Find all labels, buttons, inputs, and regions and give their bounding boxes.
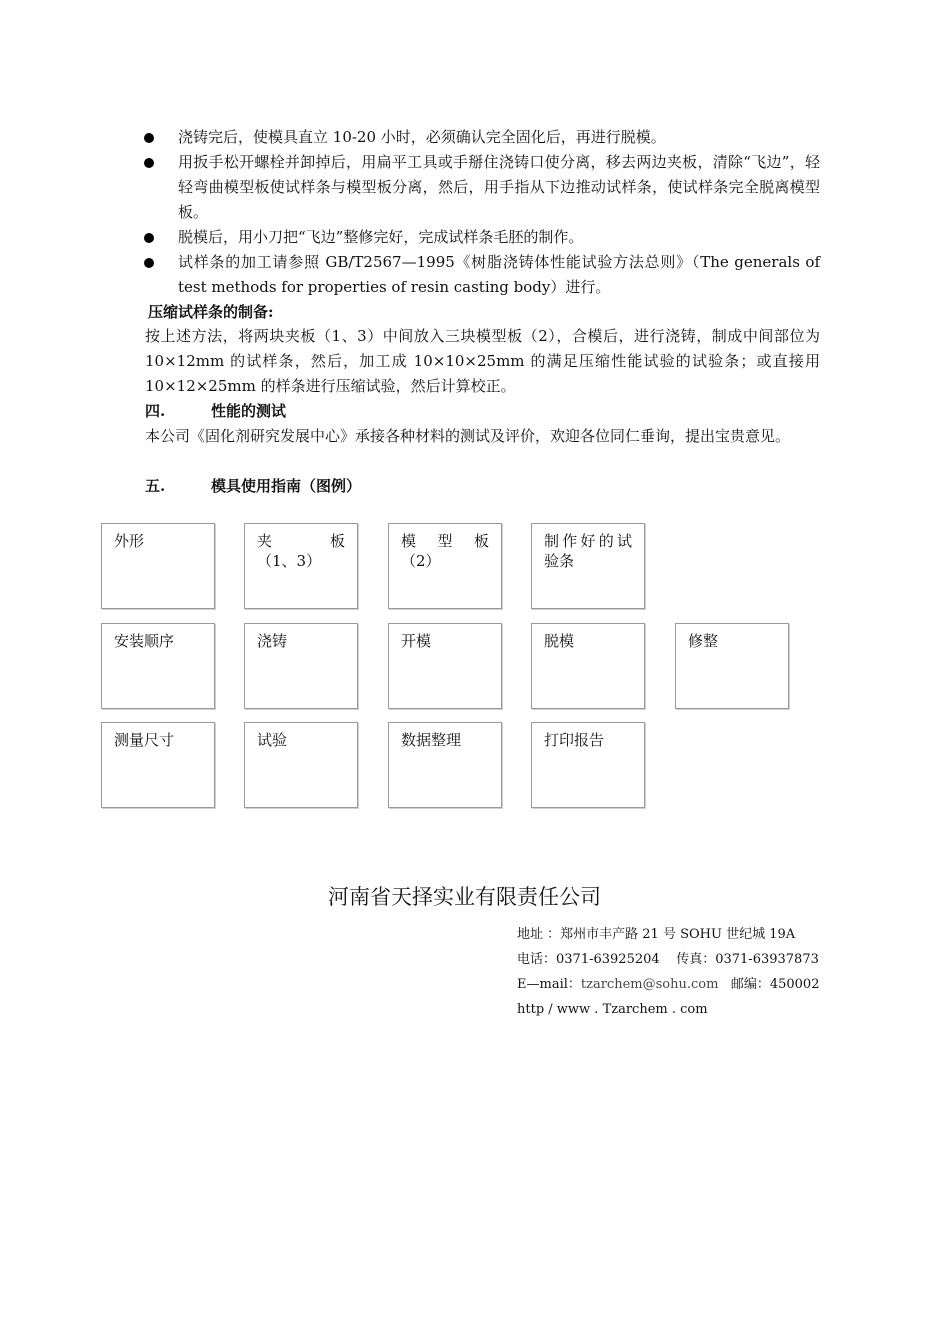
- bullet-icon: [144, 258, 154, 268]
- compression-text: 按上述方法，将两块夹板（1、3）中间放入三块模型板（2），合模后，进行浇铸，制成中间部位为 10×12mm 的试样条，然后，加工成 10×10×25mm 的满足压缩性能试验的试验条；或直接用 10×12×25mm 的样条进行压缩试验，然后计算校正。: [145, 327, 820, 395]
- contact-block: [517, 922, 819, 1022]
- guide-box-open-mold: 开模: [388, 623, 502, 709]
- list-item: [140, 250, 820, 300]
- list-item: [140, 125, 820, 150]
- website-link[interactable]: http / www . Tzarchem . com: [517, 1002, 708, 1017]
- box-label: 模型板: [401, 532, 489, 550]
- postcode-label: 邮编：: [730, 977, 770, 992]
- guide-box-demold: 脱模: [531, 623, 645, 709]
- section-4-heading: [145, 399, 286, 424]
- address-value: 郑州市丰产路 21 号 SOHU 世纪城 19A: [560, 927, 796, 942]
- list-item-text: 浇铸完后，使模具直立 10-20 小时，必须确认完全固化后，再进行脱模。: [178, 128, 666, 146]
- box-label-sub: （2）: [401, 552, 441, 570]
- section-title: 性能的测试: [211, 402, 287, 420]
- bullet-icon: [144, 158, 154, 168]
- section-5-heading: [145, 474, 361, 499]
- guide-box-clamp-plate: [244, 523, 358, 609]
- guide-box-measure: 测量尺寸: [101, 722, 215, 808]
- address-line: [517, 922, 819, 947]
- box-label: 夹板: [257, 532, 345, 550]
- bullet-icon: [144, 233, 154, 243]
- guide-box-trim: 修整: [675, 623, 789, 709]
- phone-fax-line: [517, 947, 819, 972]
- guide-box-test: 试验: [244, 722, 358, 808]
- compression-heading: 压缩试样条的制备:: [148, 303, 274, 321]
- email-link[interactable]: tzarchem@sohu.com: [580, 977, 719, 992]
- phone-value: 0371-63925204: [556, 952, 660, 967]
- list-item: [140, 150, 820, 225]
- email-label: E—mail：: [517, 977, 581, 992]
- fax-label: 传真：: [676, 952, 716, 967]
- list-item-text: 脱模后，用小刀把“飞边”整修完好，完成试样条毛胚的制作。: [178, 228, 584, 246]
- guide-box-data: 数据整理: [388, 722, 502, 808]
- address-label: 地址 ：: [517, 927, 561, 942]
- guide-box-report: 打印报告: [531, 722, 645, 808]
- guide-box-install-order: 安装顺序: [101, 623, 215, 709]
- section-number: 五.: [145, 477, 166, 495]
- phone-label: 电话：: [517, 952, 557, 967]
- guide-box-shape: 外形: [101, 523, 215, 609]
- fax-value: 0371-63937873: [715, 952, 819, 967]
- list-item-text: 用扳手松开螺栓并卸掉后，用扁平工具或手掰住浇铸口使分离，移去两边夹板，清除“飞边”，轻轻弯曲模型板使试样条与模型板分离，然后，用手指从下边推动试样条，使试样条完全脱离模型板。: [178, 153, 820, 221]
- bullet-icon: [144, 133, 154, 143]
- guide-box-mold-plate: [388, 523, 502, 609]
- section-number: 四.: [145, 402, 166, 420]
- guide-box-finished-strip: 制作好的试验条: [531, 523, 645, 609]
- email-line: [517, 972, 819, 997]
- section-4-text: 本公司《固化剂研究发展中心》承接各种材料的测试及评价，欢迎各位同仁垂询，提出宝贵意见。: [145, 427, 791, 445]
- list-item-text: 试样条的加工请参照 GB/T2567—1995《树脂浇铸体性能试验方法总则》（The generals of test methods for properties of resin casting body）进行。: [178, 253, 820, 296]
- procedure-list: [140, 125, 820, 300]
- section-title: 模具使用指南（图例）: [211, 477, 362, 495]
- postcode-value: 450002: [769, 977, 820, 992]
- list-item: [140, 225, 820, 250]
- box-label-sub: （1、3）: [257, 552, 322, 570]
- guide-box-casting: 浇铸: [244, 623, 358, 709]
- company-name: 河南省天择实业有限责任公司: [328, 885, 601, 909]
